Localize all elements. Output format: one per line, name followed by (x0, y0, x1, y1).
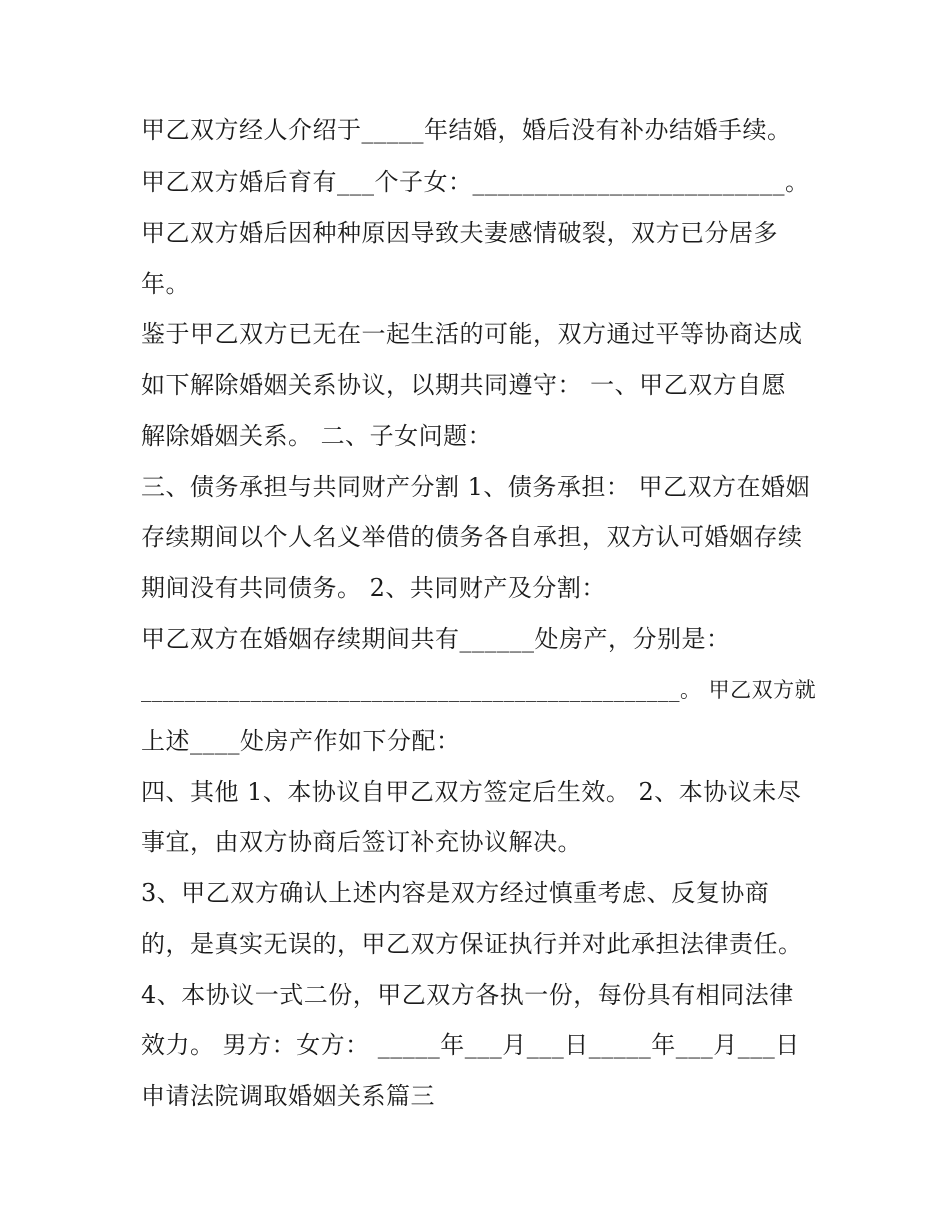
paragraph-line: 4、本协议一式二份，甲乙双方各执一份，每份具有相同法律 (141, 981, 794, 1009)
paragraph-line: 解除婚姻关系。 二、子女问题： (141, 422, 493, 450)
paragraph-line: 鉴于甲乙双方已无在一起生活的可能，双方通过平等协商达成 (141, 320, 803, 348)
paragraph-line: 年。 (141, 270, 190, 298)
paragraph-line: 的，是真实无误的，甲乙双方保证执行并对此承担法律责任。 (141, 930, 803, 958)
paragraph-line: 期间没有共同债务。 2、共同财产及分割： (141, 574, 606, 602)
paragraph-line: 三、债务承担与共同财产分割 1、债务承担： 甲乙双方在婚姻 (141, 473, 811, 501)
paragraph-line: 效力。 男方：女方： _____年___月___日_____年___月___日 (141, 1031, 800, 1059)
paragraph-line: 存续期间以个人名义举借的债务各自承担，双方认可婚姻存续 (141, 523, 803, 551)
paragraph-line: 四、其他 1、本协议自甲乙双方签定后生效。 2、本协议未尽 (141, 778, 802, 806)
paragraph-line: 上述____处房产作如下分配： (141, 727, 461, 755)
paragraph-line: 甲乙双方婚后育有___个子女：_________________________。 (141, 168, 810, 196)
paragraph-line: 3、甲乙双方确认上述内容是双方经过慎重考虑、反复协商 (141, 879, 770, 907)
paragraph-line: 事宜，由双方协商后签订补充协议解决。 (141, 828, 582, 856)
paragraph-line: 甲乙双方经人介绍于_____年结婚，婚后没有补办结婚手续。 (141, 116, 792, 144)
paragraph-line: 如下解除婚姻关系协议，以期共同遵守： 一、甲乙双方自愿 (141, 371, 787, 399)
paragraph-line: 甲乙双方婚后因种种原因导致夫妻感情破裂，双方已分居多 (141, 219, 778, 247)
section-heading: 申请法院调取婚姻关系篇三 (141, 1082, 435, 1110)
paragraph-line: 甲乙双方在婚姻存续期间共有______处房产，分别是： (141, 625, 731, 653)
paragraph-line: _________________________________________________。 甲乙双方就 (141, 678, 817, 702)
